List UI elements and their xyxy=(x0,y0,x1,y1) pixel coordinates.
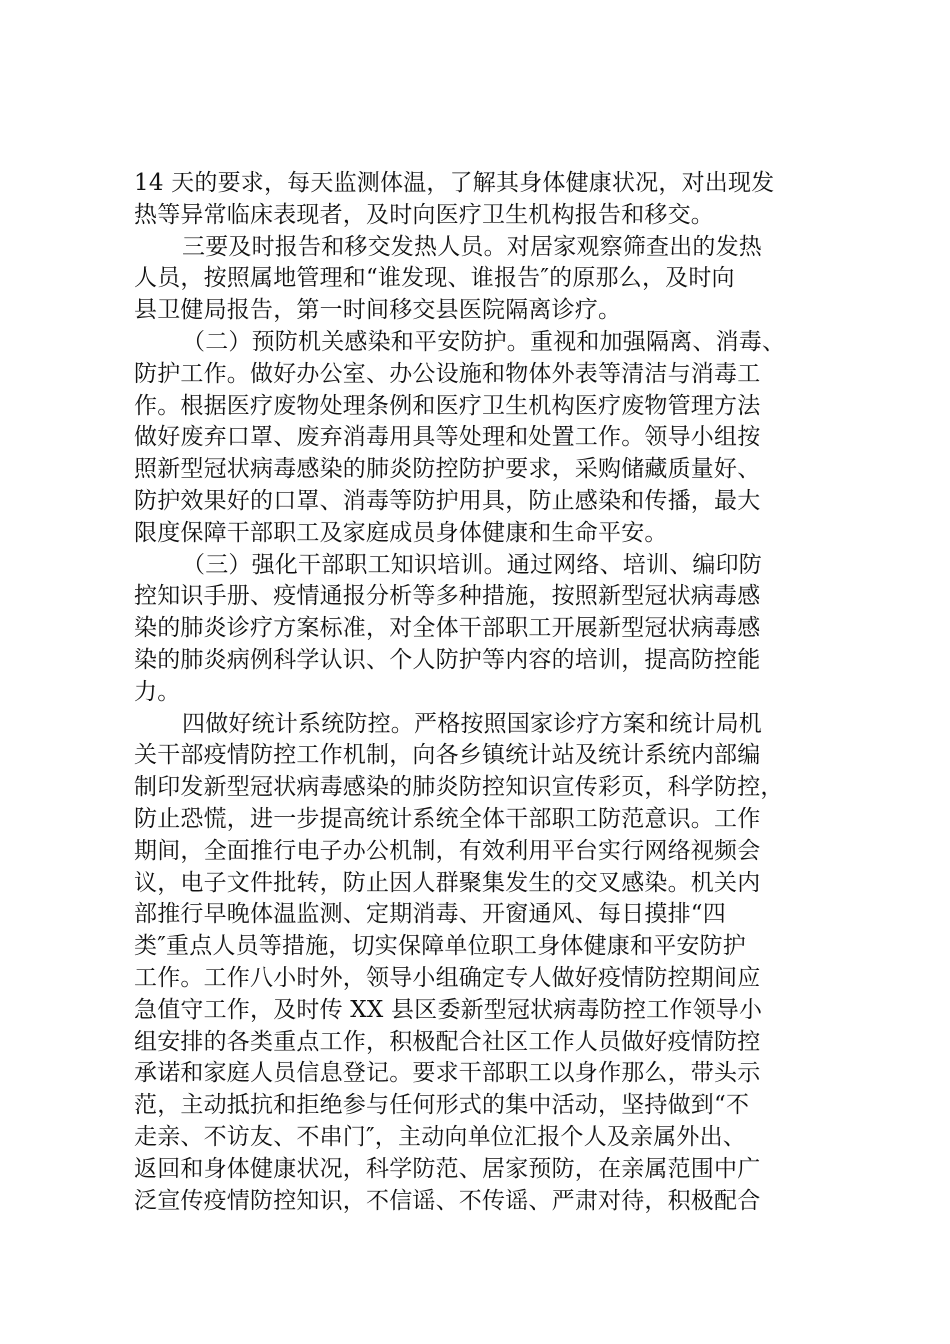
text-line: 力。 xyxy=(134,678,181,705)
text-line: 工作。工作八小时外，领导小组确定专人做好疫情防控期间应 xyxy=(134,964,761,991)
text-line: 四做好统计系统防控。严格按照国家诊疗方案和统计局机 xyxy=(182,710,762,737)
text-line: 作。根据医疗废物处理条例和医疗卫生机构医疗废物管理方法 xyxy=(134,392,761,419)
text-line: 染的肺炎诊疗方案标准，对全体干部职工开展新型冠状病毒感 xyxy=(134,615,761,642)
text-line: 议，电子文件批转，防止因人群聚集发生的交叉感染。机关内 xyxy=(134,869,761,896)
body-text xyxy=(134,168,824,1217)
text-line: 控知识手册、疫情通报分析等多种措施，按照新型冠状病毒感 xyxy=(134,583,761,610)
text-line: 范，主动抵抗和拒绝参与任何形式的集中活动，坚持做到“不 xyxy=(134,1092,750,1119)
text-line: 类″重点人员等措施，切实保障单位职工身体健康和平安防护 xyxy=(134,933,746,960)
text-line: 部推行早晚体温监测、定期消毒、开窗通风、每日摸排“四 xyxy=(134,901,726,928)
text-line: 染的肺炎病例科学认识、个人防护等内容的培训，提高防控能 xyxy=(134,646,761,673)
text-line: 热等异常临床表现者，及时向医疗卫生机构报告和移交。 xyxy=(134,201,714,228)
text-line: 防护工作。做好办公室、办公设施和物体外表等清洁与消毒工 xyxy=(134,360,761,387)
text-line: 照新型冠状病毒感染的肺炎防控防护要求，采购储藏质量好、 xyxy=(134,456,761,483)
text-line: 三要及时报告和移交发热人员。对居家观察筛查出的发热 xyxy=(182,233,762,260)
text-line: 县卫健局报告，第一时间移交县医院隔离诊疗。 xyxy=(134,297,622,324)
text-line: （三）强化干部职工知识培训。通过网络、培训、编印防 xyxy=(182,551,762,578)
text-line: 防护效果好的口罩、消毒等防护用具，防止感染和传播，最大 xyxy=(134,487,761,514)
text-line: 人员，按照属地管理和“谁发现、谁报告″的原那么，及时向 xyxy=(134,265,735,292)
text-line: 期间，全面推行电子办公机制，有效利用平台实行网络视频会 xyxy=(134,837,761,864)
text-line: 关干部疫情防控工作机制，向各乡镇统计站及统计系统内部编 xyxy=(134,742,761,769)
text-line: 走亲、不访友、不串门″，主动向单位汇报个人及亲属外出、 xyxy=(134,1123,746,1150)
text-line: 泛宣传疫情防控知识，不信谣、不传谣、严肃对待，积极配合 xyxy=(134,1187,761,1214)
text-line: 做好废弃口罩、废弃消毒用具等处理和处置工作。领导小组按 xyxy=(134,424,761,451)
text-line: 14 天的要求，每天监测体温，了解其身体健康状况，对出现发 xyxy=(134,170,775,196)
text-line: 返回和身体健康状况，科学防范、居家预防，在亲属范围中广 xyxy=(134,1155,761,1182)
text-line: 制印发新型冠状病毒感染的肺炎防控知识宣传彩页，科学防控， xyxy=(134,774,784,801)
text-line: 防止恐慌，进一步提高统计系统全体干部职工防范意识。工作 xyxy=(134,805,761,832)
text-line: 承诺和家庭人员信息登记。要求干部职工以身作那么，带头示 xyxy=(134,1060,761,1087)
text-line: 限度保障干部职工及家庭成员身体健康和生命平安。 xyxy=(134,519,668,546)
text-line: 急值守工作，及时传 XX 县区委新型冠状病毒防控工作领导小 xyxy=(134,996,763,1023)
text-line: 组安排的各类重点工作，积极配合社区工作人员做好疫情防控 xyxy=(134,1028,761,1055)
text-line: （二）预防机关感染和平安防护。重视和加强隔离、消毒、 xyxy=(182,328,786,355)
